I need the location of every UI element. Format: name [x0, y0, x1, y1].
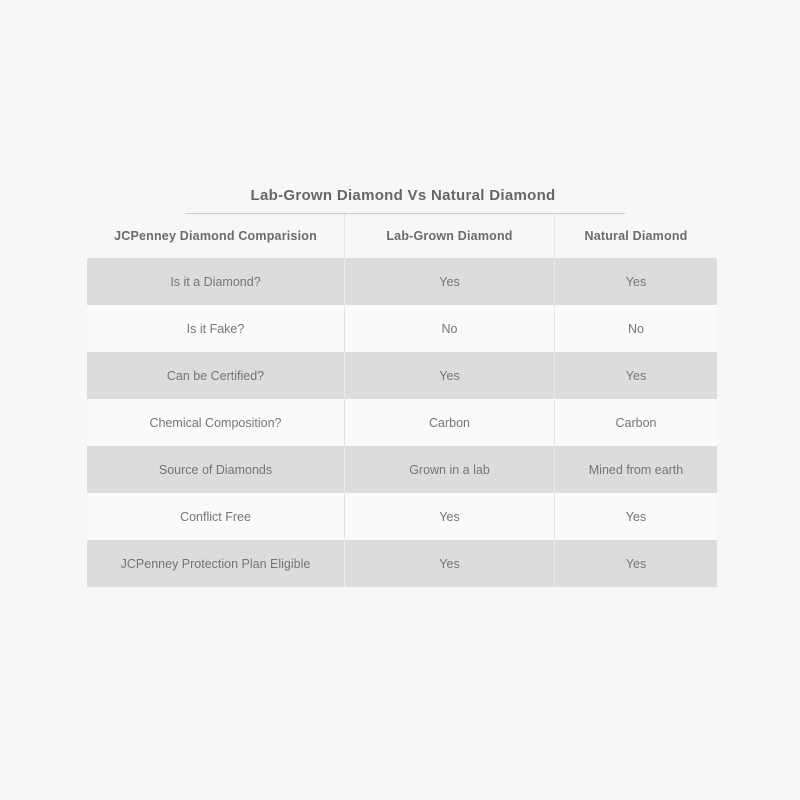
natural-value: Mined from earth [554, 446, 717, 493]
table-row [87, 540, 717, 587]
natural-value: Yes [554, 352, 717, 399]
lab-grown-value: No [344, 305, 554, 352]
lab-grown-value: Yes [344, 540, 554, 587]
table-row [87, 352, 717, 399]
row-label: Is it a Diamond? [170, 274, 261, 289]
table-row [87, 493, 717, 540]
row-label: Can be Certified? [166, 368, 265, 383]
column-header-lab-grown: Lab-Grown Diamond [344, 214, 554, 258]
comparison-table [87, 214, 717, 587]
row-label: Is it Fake? [186, 321, 245, 336]
table-row [87, 399, 717, 446]
table-row [87, 258, 717, 305]
row-label: Chemical Composition? [149, 415, 282, 430]
lab-grown-value: Yes [344, 352, 554, 399]
natural-value: Yes [554, 258, 717, 305]
lab-grown-value: Carbon [344, 399, 554, 446]
natural-value: No [554, 305, 717, 352]
table-row [87, 446, 717, 493]
row-label: Source of Diamonds [158, 462, 273, 477]
lab-grown-value: Yes [344, 258, 554, 305]
row-label: Conflict Free [180, 509, 251, 524]
column-header-comparison: JCPenney Diamond Comparision [114, 229, 317, 243]
table-row [87, 305, 717, 352]
natural-value: Yes [554, 493, 717, 540]
column-header-natural: Natural Diamond [554, 214, 717, 258]
lab-grown-value: Yes [344, 493, 554, 540]
table-header-row [87, 214, 717, 258]
natural-value: Yes [554, 540, 717, 587]
page-title: Lab-Grown Diamond Vs Natural Diamond [250, 187, 556, 204]
natural-value: Carbon [554, 399, 717, 446]
lab-grown-value: Grown in a lab [344, 446, 554, 493]
content-area [0, 187, 800, 587]
row-label: JCPenney Protection Plan Eligible [120, 556, 311, 571]
